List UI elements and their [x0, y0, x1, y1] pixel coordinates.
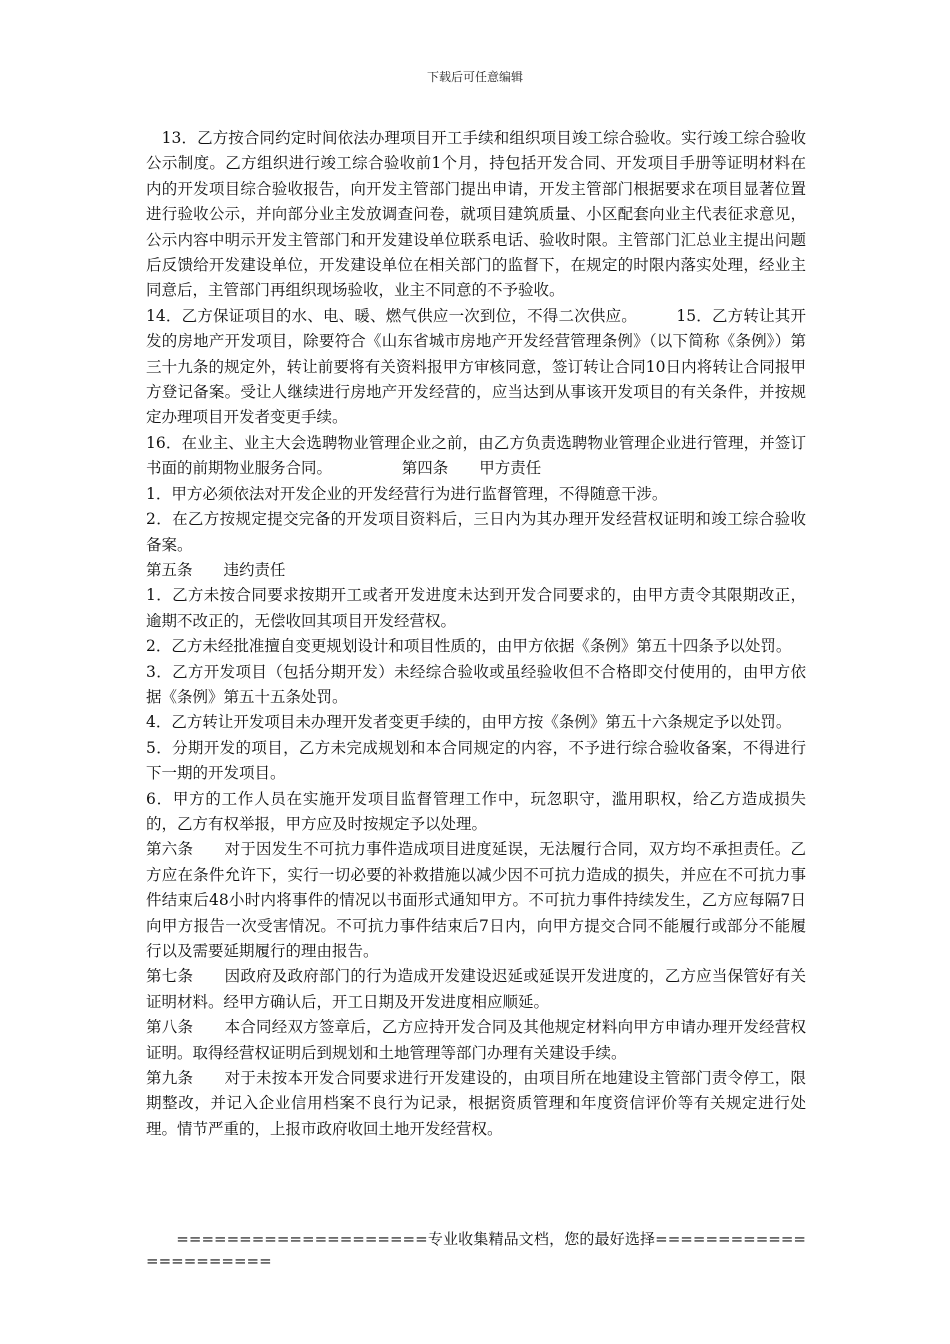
clause-14-15: 14．乙方保证项目的水、电、暖、燃气供应一次到位，不得二次供应。 15．乙方转让其开发的房地产开发项目，除要符合《山东省城市房地产开发经营管理条例》（以下简称《条例》）第三十九条的规定外，转让前要将有关资料报甲方审核同意，签订转让合同10日内将转让合同报甲方登记备案。受让人继续进行房地产开发经营的，应当达到从事该开发项目的有关条件，并按规定办理项目开发者变更手续。 [146, 306, 806, 427]
clause-16: 16．在业主、业主大会选聘物业管理企业之前，由乙方负责选聘物业管理企业进行管理，并签订书面的前期物业服务合同。 第四条 甲方责任 [146, 433, 806, 478]
breach-item-4: 4．乙方转让开发项目未办理开发者变更手续的，由甲方按《条例》第五十六条规定予以处罚。 [146, 713, 792, 732]
article-5-heading: 第五条 违约责任 [146, 560, 286, 579]
article-6: 第六条 对于因发生不可抗力事件造成项目进度延误，无法履行合同，双方均不承担责任。乙方应在条件允许下，实行一切必要的补救措施以减少因不可抗力造成的损失，并应在不可抗力事件结束后48小时内将事件的情况以书面形式通知甲方。不可抗力事件持续发生，乙方应每隔7日向甲方报告一次受害情况。不可抗力事件结束后7日内，向甲方提交合同不能履行或部分不能履行以及需要延期履行的理由报告。 [146, 840, 806, 960]
article-9: 第九条 对于未按本开发合同要求进行开发建设的，由项目所在地建设主管部门责令停工，限期整改，并记入企业信用档案不良行为记录，根据资质管理和年度资信评价等有关规定进行处理。情节严重的，上报市政府收回土地开发经营权。 [146, 1069, 806, 1138]
article-8: 第八条 本合同经双方签章后，乙方应持开发合同及其他规定材料向甲方申请办理开发经营权证明。取得经营权证明后到规划和土地管理等部门办理有关建设手续。 [146, 1018, 806, 1062]
breach-item-3: 3．乙方开发项目（包括分期开发）未经综合验收或虽经验收但不合格即交付使用的，由甲方依据《条例》第五十五条处罚。 [146, 662, 806, 706]
breach-item-5: 5．分期开发的项目，乙方未完成规划和本合同规定的内容，不予进行综合验收备案，不得进行下一期的开发项目。 [146, 738, 806, 783]
breach-item-6: 6．甲方的工作人员在实施开发项目监督管理工作中，玩忽职守，滥用职权，给乙方造成损失的，乙方有权举报，甲方应及时按规定予以处理。 [146, 789, 806, 833]
breach-item-1: 1．乙方未按合同要求按期开工或者开发进度未达到开发合同要求的，由甲方责令其限期改正，逾期不改正的，无偿收回其项目开发经营权。 [146, 586, 806, 630]
party-a-duty-2: 2．在乙方按规定提交完备的开发项目资料后，三日内为其办理开发经营权证明和竣工综合验收备案。 [146, 510, 806, 554]
clause-13: 13．乙方按合同约定时间依法办理项目开工手续和组织项目竣工综合验收。实行竣工综合验收公示制度。乙方组织进行竣工综合验收前1个月，持包括开发合同、开发项目手册等证明材料在内的开发项目综合验收报告，向开发主管部门提出申请，开发主管部门根据要求在项目显著位置进行验收公示，并向部分业主发放调查问卷，就项目建筑质量、小区配套向业主代表征求意见，公示内容中明示开发主管部门和开发建设单位联系电话、验收时限。主管部门汇总业主提出问题后反馈给开发建设单位，开发建设单位在相关部门的监督下，在规定的时限内落实处理，经业主同意后，主管部门再组织现场验收，业主不同意的不予验收。 [146, 129, 806, 300]
party-a-duty-1: 1．甲方必须依法对开发企业的开发经营行为进行监督管理，不得随意干涉。 [146, 484, 668, 503]
document-body [146, 126, 806, 1142]
article-7: 第七条 因政府及政府部门的行为造成开发建设迟延或延误开发进度的，乙方应当保管好有关证明材料。经甲方确认后，开工日期及开发进度相应顺延。 [146, 967, 806, 1011]
page-header: 下载后可任意编辑 [426, 70, 523, 84]
page-footer: ====================专业收集精品文档，您的最好选择====================== [146, 1230, 806, 1270]
breach-item-2: 2．乙方未经批准擅自变更规划设计和项目性质的，由甲方依据《条例》第五十四条予以处罚。 [146, 637, 792, 656]
